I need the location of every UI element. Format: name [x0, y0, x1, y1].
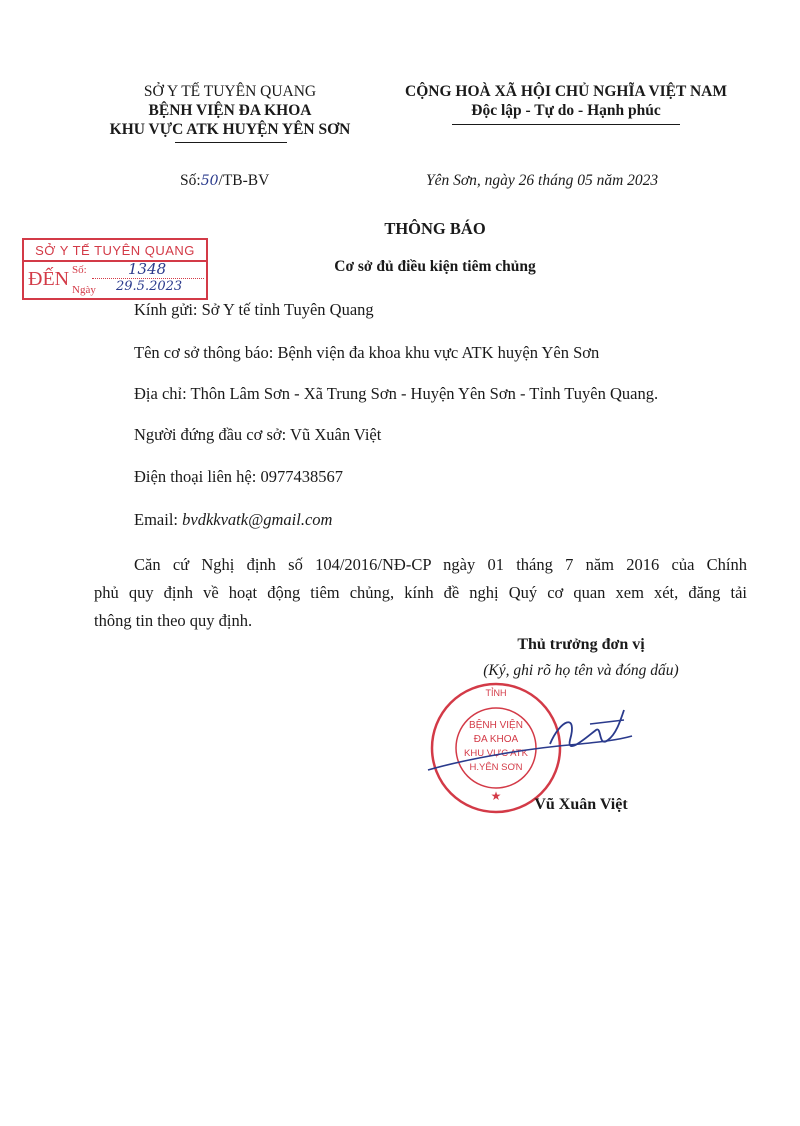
seal-line-2: ĐA KHOA	[473, 734, 519, 745]
received-stamp-body	[22, 260, 208, 300]
signature-title: Thủ trưởng đơn vị	[517, 636, 645, 653]
phone-line: Điện thoại liên hệ: 0977438567	[134, 467, 343, 486]
received-stamp	[22, 238, 208, 300]
seal-line-1: BỆNH VIỆN	[469, 720, 523, 731]
basis-paragraph	[94, 551, 747, 635]
doc-number-handwritten: 50	[200, 173, 219, 189]
national-motto: Độc lập - Tự do - Hạnh phúc	[471, 102, 661, 119]
received-stamp-so-label: Số:	[72, 264, 87, 276]
basis-paragraph-line-1: Căn cứ Nghị định số 104/2016/NĐ-CP ngày 01 tháng 7 năm 2016 của Chính	[134, 555, 747, 574]
basis-paragraph-line-2: phủ quy định về hoạt động tiêm chủng, kính đề nghị Quý cơ quan xem xét, đăng tải	[94, 583, 747, 602]
department-name: SỞ Y TẾ TUYÊN QUANG	[143, 83, 317, 100]
place-date: Yên Sơn, ngày 26 tháng 05 năm 2023	[426, 172, 659, 189]
header-right	[370, 82, 762, 120]
seal-line-3: KHU VỰC ATK	[464, 748, 528, 759]
received-stamp-ngay-value: 29.5.2023	[116, 279, 183, 294]
head-person-line: Người đứng đầu cơ sở: Vũ Xuân Việt	[134, 425, 382, 444]
country-name: CỘNG HOÀ XÃ HỘI CHỦ NGHĨA VIỆT NAM	[405, 83, 727, 100]
seal-line-4: H.YÊN SƠN	[469, 762, 523, 773]
doc-number-suffix: /TB-BV	[218, 172, 270, 189]
received-stamp-so-value: 1348	[128, 260, 167, 278]
header-right-rule	[452, 124, 680, 125]
seal-star-icon: ★	[490, 789, 502, 803]
signature-note: (Ký, ghi rõ họ tên và đóng dấu)	[483, 662, 679, 679]
seal-outer-text: TỈNH	[485, 688, 507, 698]
hospital-name: BỆNH VIỆN ĐA KHOA	[148, 102, 312, 119]
recipient-line: Kính gửi: Sở Y tế tỉnh Tuyên Quang	[134, 300, 374, 319]
doc-title: THÔNG BÁO	[384, 219, 486, 238]
basis-paragraph-line-3: thông tin theo quy định.	[94, 611, 253, 630]
email-line	[134, 510, 332, 530]
header-left	[70, 82, 390, 139]
received-stamp-ngay-label: Ngày	[72, 284, 96, 296]
received-stamp-org: SỞ Y TẾ TUYÊN QUANG	[22, 238, 208, 260]
doc-number	[180, 172, 269, 190]
signer-name: Vũ Xuân Việt	[534, 796, 628, 813]
doc-number-prefix: Số:	[180, 172, 201, 189]
handwritten-signature	[420, 700, 640, 790]
hospital-area: KHU VỰC ATK HUYỆN YÊN SƠN	[109, 121, 351, 138]
email-value: bvdkkvatk@gmail.com	[182, 510, 333, 529]
email-label: Email:	[134, 510, 183, 529]
facility-name-line: Tên cơ sở thông báo: Bệnh viện đa khoa khu vực ATK huyện Yên Sơn	[134, 343, 600, 362]
header-left-rule	[175, 142, 287, 143]
received-stamp-den: ĐẾN	[28, 268, 70, 290]
doc-subtitle: Cơ sở đủ điều kiện tiêm chủng	[334, 258, 536, 275]
address-line: Địa chỉ: Thôn Lâm Sơn - Xã Trung Sơn - Huyện Yên Sơn - Tỉnh Tuyên Quang.	[134, 384, 659, 403]
